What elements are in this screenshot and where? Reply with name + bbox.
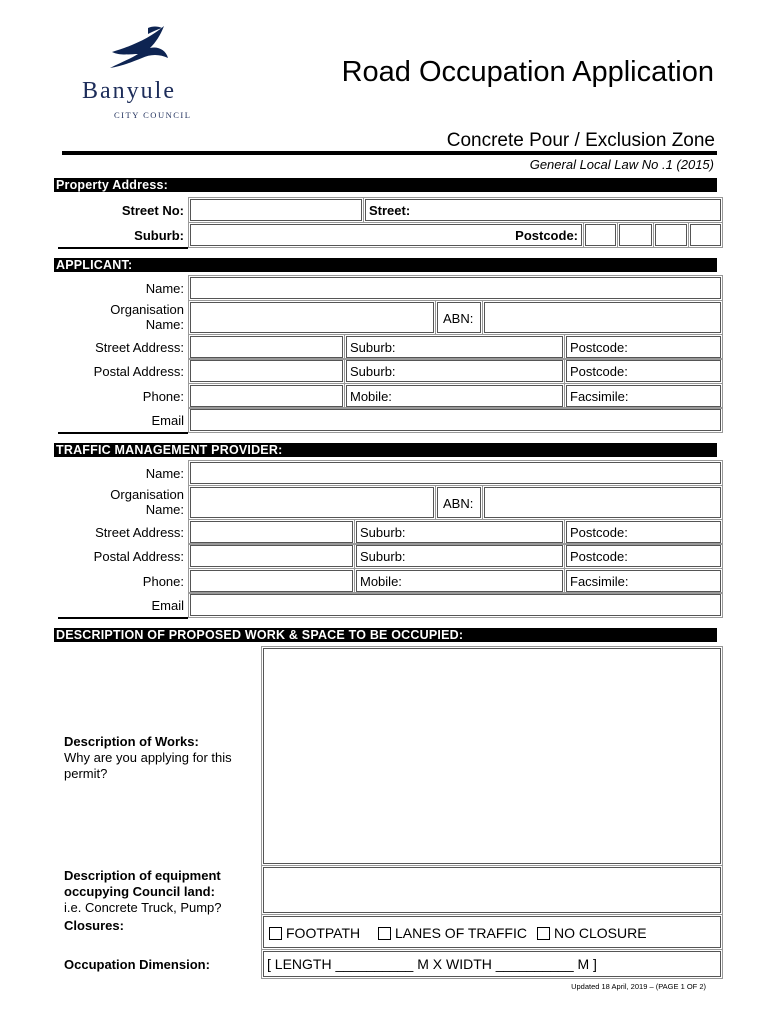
section-rule [58,432,188,434]
page-subtitle: Concrete Pour / Exclusion Zone [446,130,715,151]
section-header-applicant: APPLICANT: [54,258,717,272]
applicant-email-field[interactable] [190,409,721,431]
postcode-label: Postcode: [515,228,578,243]
traffic-street-address-field[interactable] [190,521,353,543]
applicant-name-label: Name: [145,281,184,296]
postcode-digit-1[interactable] [585,224,616,246]
applicant-street-postcode-field[interactable] [566,336,721,358]
traffic-mobile-field[interactable] [356,570,563,592]
street-no-label: Street No: [121,203,184,218]
postcode-label: Postcode: [570,340,628,355]
footpath-option[interactable] [269,925,360,941]
suburb-label: Suburb: [134,228,184,243]
lanes-label: LANES OF TRAFFIC [395,925,527,941]
equipment-label: Description of equipment occupying Council land: i.e. Concrete Truck, Pump? [64,868,222,915]
applicant-street-address-label: Street Address: [95,340,184,355]
applicant-street-address-field[interactable] [190,336,343,358]
applicant-postal-address-field[interactable] [190,360,343,382]
traffic-org-field[interactable] [190,487,434,518]
no-closure-option[interactable] [537,925,647,941]
traffic-name-field[interactable] [190,462,721,484]
applicant-phone-field[interactable] [190,385,343,407]
traffic-postal-suburb-field[interactable] [356,545,563,567]
logo-name: Banyule [82,78,176,104]
suburb-label: Suburb: [360,525,406,540]
section-header-description: DESCRIPTION OF PROPOSED WORK & SPACE TO BE OCCUPIED: [54,628,717,642]
applicant-abn-label-box [437,302,481,333]
traffic-email-label: Email [151,598,184,613]
logo-subtitle: CITY COUNCIL [114,110,192,120]
closures-label: Closures: [64,918,124,933]
dimension-field[interactable] [263,951,721,977]
section-rule [58,247,188,249]
traffic-postal-postcode-field[interactable] [566,545,721,567]
postcode-digit-2[interactable] [619,224,652,246]
postcode-digit-4[interactable] [690,224,721,246]
traffic-fax-field[interactable] [566,570,721,592]
facsimile-label: Facsimile: [570,574,629,589]
dimension-value: [ LENGTH __________ M X WIDTH __________ M ] [267,956,597,972]
applicant-postal-suburb-field[interactable] [346,360,563,382]
no-closure-checkbox[interactable] [537,927,550,940]
suburb-field[interactable] [190,224,582,246]
mobile-label: Mobile: [360,574,402,589]
applicant-street-suburb-field[interactable] [346,336,563,358]
suburb-label: Suburb: [360,549,406,564]
applicant-org-field[interactable] [190,302,434,333]
traffic-abn-field[interactable] [484,487,721,518]
traffic-org-label: Organisation Name: [110,487,184,517]
applicant-email-label: Email [151,413,184,428]
traffic-postal-address-label: Postal Address: [93,549,184,564]
traffic-phone-label: Phone: [142,574,184,589]
swan-logo-icon [102,22,182,74]
postcode-label: Postcode: [570,364,628,379]
applicant-phone-label: Phone: [142,389,184,404]
applicant-abn-field[interactable] [484,302,721,333]
traffic-street-postcode-field[interactable] [566,521,721,543]
postcode-label: Postcode: [570,549,628,564]
page-title: Road Occupation Application [341,56,714,88]
traffic-name-label: Name: [145,466,184,481]
local-law-reference: General Local Law No .1 (2015) [529,157,714,172]
traffic-abn-label: ABN: [443,496,474,511]
postcode-label: Postcode: [570,525,628,540]
lanes-option[interactable] [378,925,527,941]
works-description-field[interactable] [263,648,721,864]
traffic-postal-address-field[interactable] [190,545,353,567]
traffic-abn-label-box [437,487,481,518]
lanes-checkbox[interactable] [378,927,391,940]
traffic-street-suburb-field[interactable] [356,521,563,543]
traffic-phone-field[interactable] [190,570,353,592]
facsimile-label: Facsimile: [570,389,629,404]
applicant-org-label: Organisation Name: [110,302,184,332]
footpath-checkbox[interactable] [269,927,282,940]
equipment-field[interactable] [263,867,721,913]
applicant-mobile-field[interactable] [346,385,563,407]
applicant-name-field[interactable] [190,277,721,299]
header-rule [62,151,717,155]
suburb-label: Suburb: [350,364,396,379]
council-logo [80,22,210,122]
street-no-field[interactable] [190,199,362,221]
works-description-label: Description of Works: Why are you applying for this permit? [64,734,232,781]
applicant-postal-address-label: Postal Address: [93,364,184,379]
section-header-traffic: TRAFFIC MANAGEMENT PROVIDER: [54,443,717,457]
no-closure-label: NO CLOSURE [554,925,647,941]
section-rule [58,617,188,619]
traffic-street-address-label: Street Address: [95,525,184,540]
dimension-label: Occupation Dimension: [64,957,210,972]
footer-note: Updated 18 April, 2019 – (PAGE 1 OF 2) [571,982,706,991]
section-header-property: Property Address: [54,178,717,192]
applicant-postal-postcode-field[interactable] [566,360,721,382]
postcode-digit-3[interactable] [655,224,687,246]
street-field[interactable] [365,199,721,221]
applicant-abn-label: ABN: [443,311,474,326]
applicant-fax-field[interactable] [566,385,721,407]
footpath-label: FOOTPATH [286,925,361,941]
mobile-label: Mobile: [350,389,392,404]
street-label: Street: [369,203,411,218]
suburb-label: Suburb: [350,340,396,355]
traffic-email-field[interactable] [190,594,721,616]
